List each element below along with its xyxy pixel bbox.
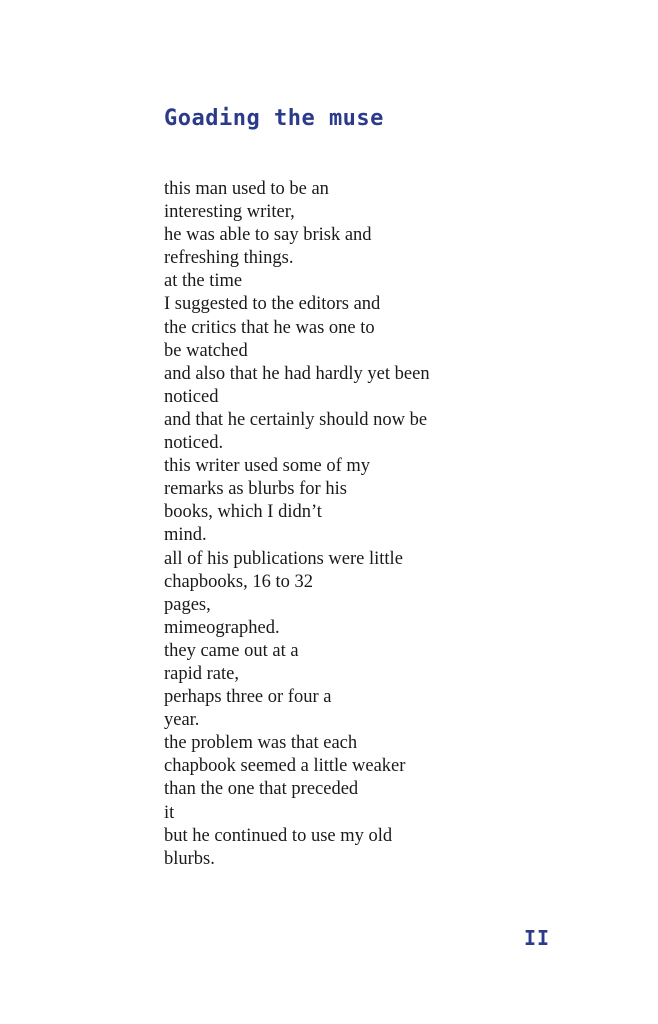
poem-line: remarks as blurbs for his [164, 479, 347, 500]
poem-line: at the time [164, 271, 243, 292]
poem-line: noticed. [164, 433, 224, 454]
poem-line: the problem was that each [164, 733, 358, 754]
poem-line: they came out at a [164, 640, 299, 661]
poem-line: all of his publications were little [164, 548, 403, 569]
poem-line: noticed [164, 386, 219, 407]
poem-body [164, 178, 604, 871]
poem-line: perhaps three or four a [164, 687, 332, 708]
poem-line: than the one that preceded [164, 779, 359, 800]
poem-line: chapbooks, 16 to 32 [164, 571, 314, 592]
poem-line: mimeographed. [164, 617, 280, 638]
poem-line: be watched [164, 340, 248, 361]
poem-line: I suggested to the editors and [164, 294, 381, 315]
poem-line: books, which I didn’t [164, 502, 322, 523]
poem-line: blurbs. [164, 848, 215, 869]
poem-line: chapbook seemed a little weaker [164, 756, 406, 777]
poem-line: pages, [164, 594, 211, 615]
poem-title: Goading the muse [164, 106, 384, 131]
page-number: II [524, 926, 551, 950]
poem-line: refreshing things. [164, 248, 294, 269]
poem-line: he was able to say brisk and [164, 225, 372, 246]
poem-line: interesting writer, [164, 202, 295, 223]
poem-line: the critics that he was one to [164, 317, 375, 338]
poem-line: and that he certainly should now be [164, 409, 428, 430]
poem-line: year. [164, 710, 200, 731]
poem-line: mind. [164, 525, 207, 546]
poem-line: this man used to be an [164, 179, 329, 199]
poem-line: but he continued to use my old [164, 825, 393, 846]
poem-line: this writer used some of my [164, 456, 371, 477]
poem-line: it [164, 802, 175, 823]
poem-line: and also that he had hardly yet been [164, 363, 430, 384]
poem-line: rapid rate, [164, 663, 239, 684]
